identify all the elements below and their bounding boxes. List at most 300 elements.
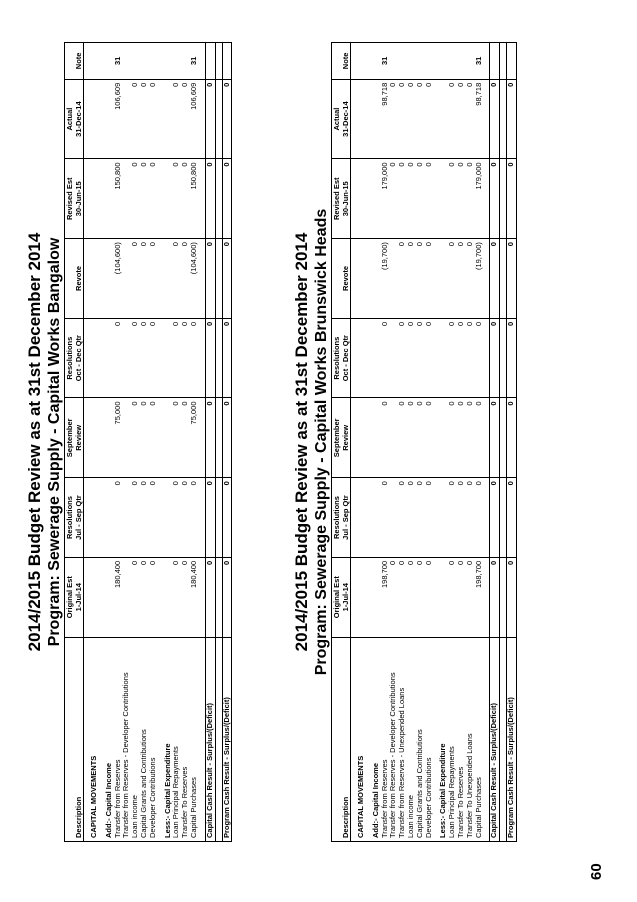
col-header-actual: Actual 31-Dec-14 xyxy=(65,79,84,159)
col-header-sept-review: September Review xyxy=(65,398,84,478)
note-cell: 31 xyxy=(381,43,390,80)
value-cell xyxy=(500,318,507,398)
row-label: Capital Cash Result - Surplus/(Deficit) xyxy=(490,637,500,841)
value-cell: 0 xyxy=(181,478,190,558)
value-cell: 0 xyxy=(490,398,500,478)
value-cell xyxy=(164,318,173,398)
value-cell: 0 xyxy=(149,318,158,398)
value-cell xyxy=(215,79,222,159)
note-cell xyxy=(407,43,416,80)
col-header-original-est: Original Est 1-Jul-14 xyxy=(332,557,351,637)
value-cell xyxy=(122,478,131,558)
value-cell xyxy=(90,478,99,558)
value-cell: 0 xyxy=(457,159,466,239)
row-label: Add:- Capital Income xyxy=(372,637,381,841)
value-cell xyxy=(122,398,131,478)
row-label: Program Cash Result - Surplus/(Deficit) xyxy=(222,637,232,841)
col-header-res-oct-dec: Resolutions Oct - Dec Qtr xyxy=(65,318,84,398)
value-cell xyxy=(357,159,366,239)
value-cell: 0 xyxy=(205,239,215,319)
note-cell xyxy=(457,43,466,80)
table-body xyxy=(84,43,232,842)
row-label: Transfer To Unexpended Loans xyxy=(466,637,475,841)
value-cell: 0 xyxy=(172,159,181,239)
value-cell: 0 xyxy=(140,398,149,478)
value-cell: 0 xyxy=(181,79,190,159)
row-label: Capital Purchases xyxy=(190,637,199,841)
value-cell: 106,609 xyxy=(114,79,123,159)
value-cell: 0 xyxy=(407,557,416,637)
value-cell xyxy=(122,239,131,319)
value-cell xyxy=(90,318,99,398)
row-label: Transfer from Reserves - Unexpended Loans xyxy=(398,637,407,841)
value-cell: 0 xyxy=(181,557,190,637)
value-cell: 0 xyxy=(448,398,457,478)
value-cell: 0 xyxy=(448,239,457,319)
row-label: Loan income xyxy=(131,637,140,841)
value-cell xyxy=(389,478,398,558)
value-cell: 0 xyxy=(181,239,190,319)
value-cell: 0 xyxy=(425,318,434,398)
value-cell: 179,000 xyxy=(475,159,484,239)
value-cell: 0 xyxy=(114,478,123,558)
note-cell xyxy=(205,43,215,80)
bangalow-budget-block xyxy=(25,42,232,842)
value-cell: 0 xyxy=(475,318,484,398)
value-cell: 0 xyxy=(140,318,149,398)
value-cell: 0 xyxy=(222,159,232,239)
col-header-res-oct-dec: Resolutions Oct - Dec Qtr xyxy=(332,318,351,398)
value-cell: 0 xyxy=(205,478,215,558)
value-cell: 198,700 xyxy=(475,557,484,637)
value-cell xyxy=(439,318,448,398)
value-cell: 180,400 xyxy=(114,557,123,637)
value-cell: 0 xyxy=(490,159,500,239)
value-cell: 0 xyxy=(490,478,500,558)
value-cell xyxy=(357,478,366,558)
value-cell xyxy=(500,159,507,239)
value-cell: 0 xyxy=(222,318,232,398)
value-cell: 0 xyxy=(466,318,475,398)
note-cell xyxy=(215,43,222,80)
value-cell: 0 xyxy=(131,478,140,558)
value-cell: 0 xyxy=(149,79,158,159)
value-cell: 0 xyxy=(457,398,466,478)
program-result-row xyxy=(507,43,517,842)
value-cell: 0 xyxy=(507,398,517,478)
bangalow-titles xyxy=(25,42,64,842)
value-cell xyxy=(439,398,448,478)
value-cell: 0 xyxy=(407,398,416,478)
value-cell xyxy=(439,79,448,159)
row-label: Capital Grants and Contributions xyxy=(416,637,425,841)
value-cell: 0 xyxy=(398,239,407,319)
value-cell: 0 xyxy=(448,159,457,239)
value-cell: 0 xyxy=(131,398,140,478)
col-header-original-est: Original Est 1-Jul-14 xyxy=(65,557,84,637)
note-cell xyxy=(425,43,434,80)
value-cell: 0 xyxy=(181,159,190,239)
value-cell xyxy=(389,318,398,398)
value-cell: 0 xyxy=(222,478,232,558)
value-cell: 0 xyxy=(407,79,416,159)
value-cell: 0 xyxy=(205,318,215,398)
col-header-note: Note xyxy=(332,43,351,80)
row-label: Developer Contributions xyxy=(149,637,158,841)
value-cell: 0 xyxy=(448,79,457,159)
value-cell: 0 xyxy=(140,239,149,319)
value-cell: 0 xyxy=(381,318,390,398)
value-cell: 0 xyxy=(114,318,123,398)
value-cell: 0 xyxy=(140,478,149,558)
table-row xyxy=(425,43,434,842)
value-cell xyxy=(357,318,366,398)
value-cell xyxy=(372,398,381,478)
note-cell: 31 xyxy=(190,43,199,80)
col-header-res-jul-sep: Resolutions Jul - Sep Qtr xyxy=(332,478,351,558)
row-label: Loan income xyxy=(407,637,416,841)
value-cell: 0 xyxy=(381,398,390,478)
brunswick-subtitle: Program: Sewerage Supply - Capital Works Brunswick Heads xyxy=(313,208,330,676)
value-cell: 0 xyxy=(416,239,425,319)
row-label: Capital Cash Result - Surplus/(Deficit) xyxy=(205,637,215,841)
row-label: Developer Contributions xyxy=(425,637,434,841)
value-cell xyxy=(500,557,507,637)
value-cell: 0 xyxy=(466,239,475,319)
note-cell xyxy=(398,43,407,80)
value-cell: 0 xyxy=(398,79,407,159)
note-cell xyxy=(416,43,425,80)
value-cell xyxy=(439,478,448,558)
value-cell: 0 xyxy=(181,398,190,478)
value-cell: 0 xyxy=(407,159,416,239)
value-cell: 0 xyxy=(222,557,232,637)
row-label: Loan Principal Repayments xyxy=(448,637,457,841)
note-cell xyxy=(507,43,517,80)
value-cell: 0 xyxy=(416,159,425,239)
value-cell: (19,700) xyxy=(475,239,484,319)
value-cell xyxy=(357,79,366,159)
value-cell: 0 xyxy=(507,159,517,239)
value-cell: 0 xyxy=(490,239,500,319)
value-cell: 0 xyxy=(222,239,232,319)
value-cell: 0 xyxy=(466,159,475,239)
row-label: Less:- Capital Expenditure xyxy=(439,637,448,841)
section-heading-row xyxy=(357,43,366,842)
value-cell: 0 xyxy=(466,79,475,159)
row-label: Capital Purchases xyxy=(475,637,484,841)
value-cell: 0 xyxy=(140,159,149,239)
value-cell: 0 xyxy=(389,557,398,637)
value-cell xyxy=(439,557,448,637)
value-cell: 0 xyxy=(172,557,181,637)
value-cell: 0 xyxy=(416,79,425,159)
value-cell xyxy=(164,159,173,239)
value-cell: 0 xyxy=(381,478,390,558)
value-cell: 150,800 xyxy=(114,159,123,239)
value-cell: (19,700) xyxy=(381,239,390,319)
page-number: 60 xyxy=(588,863,605,880)
value-cell: 0 xyxy=(425,478,434,558)
value-cell: 0 xyxy=(398,557,407,637)
capital-result-row xyxy=(205,43,215,842)
note-cell xyxy=(131,43,140,80)
value-cell: 0 xyxy=(398,478,407,558)
value-cell xyxy=(357,239,366,319)
value-cell xyxy=(372,318,381,398)
value-cell: 0 xyxy=(389,79,398,159)
bangalow-subtitle: Program: Sewerage Supply - Capital Works Bangalow xyxy=(46,237,63,647)
value-cell xyxy=(122,159,131,239)
row-label: Transfer from Reserves - Developer Contributions xyxy=(389,637,398,841)
value-cell xyxy=(500,79,507,159)
note-cell xyxy=(90,43,99,80)
col-header-description: Description xyxy=(332,637,351,841)
value-cell: 0 xyxy=(416,318,425,398)
value-cell xyxy=(90,79,99,159)
value-cell: 0 xyxy=(149,478,158,558)
value-cell: 0 xyxy=(425,239,434,319)
value-cell: 0 xyxy=(172,398,181,478)
value-cell: 0 xyxy=(172,318,181,398)
value-cell xyxy=(500,239,507,319)
row-label: Transfer To Reserves xyxy=(457,637,466,841)
note-cell xyxy=(122,43,131,80)
value-cell: 0 xyxy=(466,478,475,558)
value-cell: 0 xyxy=(425,398,434,478)
row-label: CAPITAL MOVEMENTS xyxy=(90,637,99,841)
value-cell: 198,700 xyxy=(381,557,390,637)
value-cell: 0 xyxy=(448,478,457,558)
value-cell: 0 xyxy=(448,557,457,637)
table-row xyxy=(149,43,158,842)
value-cell: 0 xyxy=(507,318,517,398)
value-cell: 0 xyxy=(190,318,199,398)
row-label: Transfer from Reserves xyxy=(114,637,123,841)
value-cell xyxy=(90,398,99,478)
value-cell: 0 xyxy=(181,318,190,398)
value-cell xyxy=(357,557,366,637)
value-cell: 179,000 xyxy=(381,159,390,239)
value-cell: 0 xyxy=(131,318,140,398)
value-cell: 0 xyxy=(131,159,140,239)
value-cell: 0 xyxy=(475,478,484,558)
value-cell: 0 xyxy=(172,79,181,159)
value-cell xyxy=(389,239,398,319)
value-cell: 0 xyxy=(131,239,140,319)
value-cell: 0 xyxy=(205,159,215,239)
row-label: Capital Grants and Contributions xyxy=(140,637,149,841)
value-cell: 0 xyxy=(507,239,517,319)
row-label: Loan Principal Repayments xyxy=(172,637,181,841)
brunswick-title: 2014/2015 Budget Review as at 31st December 2014 xyxy=(292,232,311,652)
value-cell: 106,609 xyxy=(190,79,199,159)
value-cell: 0 xyxy=(466,398,475,478)
value-cell: 0 xyxy=(490,318,500,398)
header-row xyxy=(65,43,84,842)
value-cell: 0 xyxy=(205,79,215,159)
value-cell: 0 xyxy=(407,239,416,319)
value-cell xyxy=(389,398,398,478)
value-cell xyxy=(439,239,448,319)
value-cell: 0 xyxy=(398,159,407,239)
value-cell: 0 xyxy=(466,557,475,637)
value-cell xyxy=(164,478,173,558)
value-cell xyxy=(372,478,381,558)
value-cell xyxy=(215,557,222,637)
value-cell: 0 xyxy=(490,79,500,159)
row-label xyxy=(215,637,222,841)
value-cell: 0 xyxy=(140,557,149,637)
col-header-description: Description xyxy=(65,637,84,841)
row-label: Add:- Capital Income xyxy=(105,637,114,841)
value-cell: 0 xyxy=(457,239,466,319)
note-cell xyxy=(222,43,232,80)
value-cell: 0 xyxy=(475,398,484,478)
col-header-revised-est: Revised Est 30-Jun-15 xyxy=(65,159,84,239)
value-cell: 150,800 xyxy=(190,159,199,239)
value-cell: 0 xyxy=(490,557,500,637)
value-cell xyxy=(215,318,222,398)
value-cell: 98,718 xyxy=(475,79,484,159)
row-label: CAPITAL MOVEMENTS xyxy=(357,637,366,841)
col-header-sept-review: September Review xyxy=(332,398,351,478)
value-cell: 0 xyxy=(448,318,457,398)
value-cell xyxy=(164,398,173,478)
spacer-row xyxy=(215,43,222,842)
value-cell: 0 xyxy=(172,478,181,558)
value-cell xyxy=(357,398,366,478)
value-cell xyxy=(90,239,99,319)
col-header-revote: Revote xyxy=(332,239,351,319)
value-cell: 0 xyxy=(457,318,466,398)
value-cell: 0 xyxy=(407,318,416,398)
value-cell: (104,600) xyxy=(114,239,123,319)
value-cell xyxy=(215,478,222,558)
table-row xyxy=(475,43,484,842)
value-cell xyxy=(500,478,507,558)
value-cell: 0 xyxy=(205,398,215,478)
value-cell: 0 xyxy=(507,557,517,637)
row-label: Program Cash Result - Surplus/(Deficit) xyxy=(507,637,517,841)
bangalow-title: 2014/2015 Budget Review as at 31st December 2014 xyxy=(25,232,44,652)
value-cell: 75,000 xyxy=(190,398,199,478)
value-cell: 0 xyxy=(425,557,434,637)
value-cell xyxy=(215,398,222,478)
value-cell: 0 xyxy=(398,318,407,398)
value-cell: 0 xyxy=(131,79,140,159)
note-cell: 31 xyxy=(475,43,484,80)
row-label: Transfer To Reserves xyxy=(181,637,190,841)
value-cell: 0 xyxy=(416,478,425,558)
value-cell xyxy=(90,557,99,637)
value-cell xyxy=(500,398,507,478)
value-cell: 180,400 xyxy=(190,557,199,637)
value-cell: 0 xyxy=(149,557,158,637)
brunswick-budget-block xyxy=(292,42,517,842)
value-cell xyxy=(164,239,173,319)
value-cell: 0 xyxy=(416,557,425,637)
value-cell: 75,000 xyxy=(114,398,123,478)
note-cell xyxy=(140,43,149,80)
value-cell xyxy=(164,557,173,637)
header-row xyxy=(332,43,351,842)
capital-result-row xyxy=(490,43,500,842)
value-cell xyxy=(90,159,99,239)
value-cell: 0 xyxy=(425,159,434,239)
value-cell: 0 xyxy=(507,478,517,558)
value-cell xyxy=(439,159,448,239)
value-cell: 0 xyxy=(507,79,517,159)
value-cell: 0 xyxy=(222,79,232,159)
value-cell xyxy=(105,318,114,398)
note-cell xyxy=(357,43,366,80)
program-result-row xyxy=(222,43,232,842)
col-header-note: Note xyxy=(65,43,84,80)
col-header-revote: Revote xyxy=(65,239,84,319)
note-cell xyxy=(172,43,181,80)
note-cell xyxy=(448,43,457,80)
value-cell: 0 xyxy=(457,79,466,159)
value-cell: 0 xyxy=(457,478,466,558)
value-cell: 0 xyxy=(407,478,416,558)
value-cell: 0 xyxy=(140,79,149,159)
value-cell xyxy=(215,159,222,239)
note-cell xyxy=(149,43,158,80)
value-cell xyxy=(215,239,222,319)
value-cell: 0 xyxy=(398,398,407,478)
value-cell: 0 xyxy=(149,398,158,478)
brunswick-titles xyxy=(292,42,331,842)
row-label: Transfer from Reserves - Developer Contributions xyxy=(122,637,131,841)
value-cell: 0 xyxy=(416,398,425,478)
value-cell: 0 xyxy=(131,557,140,637)
note-cell: 31 xyxy=(114,43,123,80)
value-cell: 0 xyxy=(389,159,398,239)
value-cell: 0 xyxy=(457,557,466,637)
value-cell: 0 xyxy=(149,239,158,319)
value-cell: 0 xyxy=(425,79,434,159)
value-cell xyxy=(164,79,173,159)
brunswick-table xyxy=(331,42,517,842)
row-label: Transfer from Reserves xyxy=(381,637,390,841)
col-header-revised-est: Revised Est 30-Jun-15 xyxy=(332,159,351,239)
section-heading-row xyxy=(90,43,99,842)
bangalow-table xyxy=(64,42,232,842)
value-cell xyxy=(105,478,114,558)
value-cell: 98,718 xyxy=(381,79,390,159)
value-cell: 0 xyxy=(222,398,232,478)
table-row xyxy=(190,43,199,842)
note-cell xyxy=(500,43,507,80)
value-cell: 0 xyxy=(205,557,215,637)
note-cell xyxy=(490,43,500,80)
value-cell: (104,600) xyxy=(190,239,199,319)
note-cell xyxy=(389,43,398,80)
value-cell xyxy=(122,318,131,398)
value-cell: 0 xyxy=(172,239,181,319)
col-header-res-jul-sep: Resolutions Jul - Sep Qtr xyxy=(65,478,84,558)
value-cell xyxy=(122,79,131,159)
value-cell: 0 xyxy=(190,478,199,558)
col-header-actual: Actual 31-Dec-14 xyxy=(332,79,351,159)
note-cell xyxy=(164,43,173,80)
value-cell xyxy=(122,557,131,637)
table-body xyxy=(351,43,517,842)
row-label: Less:- Capital Expenditure xyxy=(164,637,173,841)
note-cell xyxy=(439,43,448,80)
value-cell: 0 xyxy=(149,159,158,239)
